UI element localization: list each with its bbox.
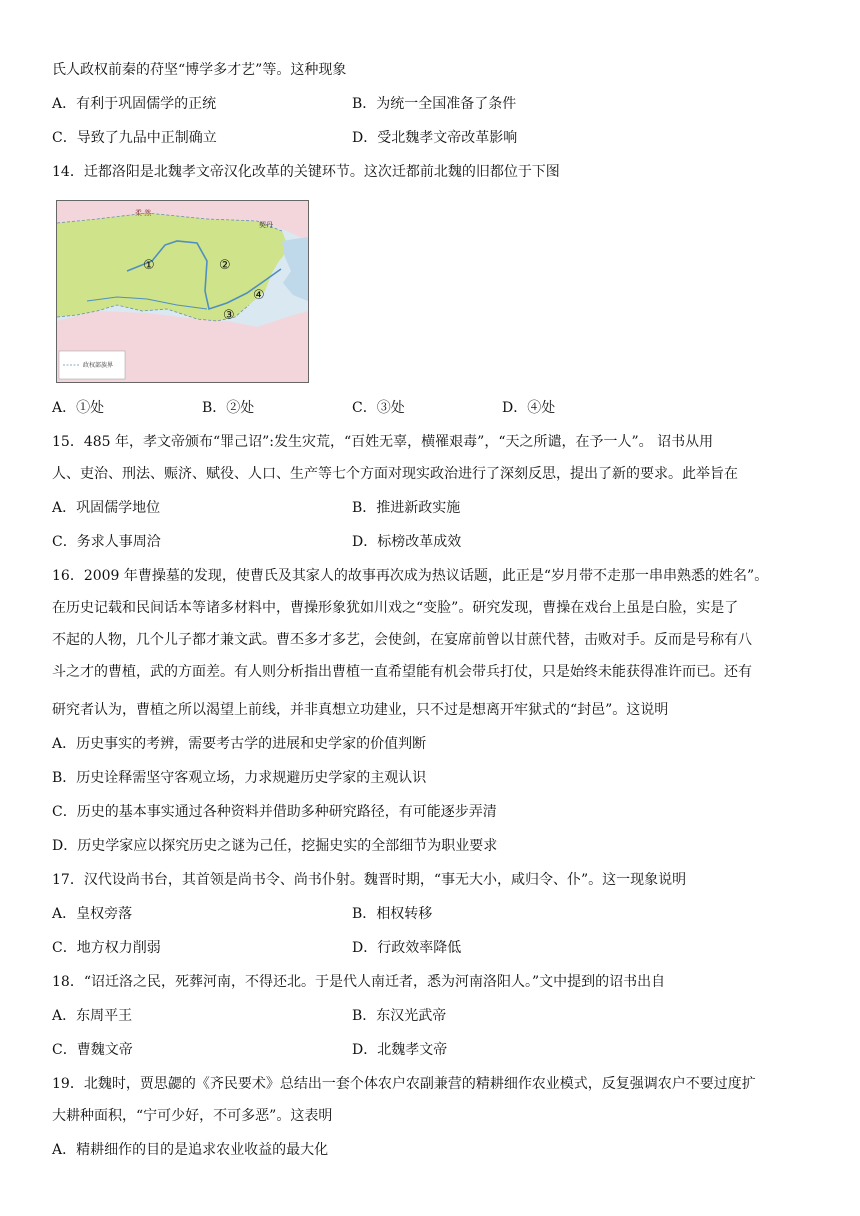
q18-option-d: D．北魏孝文帝 <box>352 1042 448 1058</box>
q16-stem-line4: 斗之才的曹植，武的方面差。有人则分析指出曹植一直希望能有机会带兵打仗，只是始终未能获得准许而已。还有 <box>52 664 752 680</box>
q13-option-a: A．有利于巩固儒学的正统 <box>52 96 217 112</box>
q16-option-b: B．历史诠释需坚守客观立场，力求规避历史学家的主观认识 <box>52 770 427 786</box>
q17-stem: 17．汉代设尚书台，其首领是尚书令、尚书仆射。魏晋时期，“事无大小，咸归令、仆”。这一现象说明 <box>52 872 687 888</box>
q16-stem-line1: 16．2009 年曹操墓的发现，使曹氏及其家人的故事再次成为热议话题，此正是“岁月带不走那一串串熟悉的姓名”。 <box>52 568 769 584</box>
q14-map <box>56 200 309 383</box>
q19-stem-line2: 大耕种面积，“宁可少好，不可多恶”。这表明 <box>52 1108 333 1124</box>
q18-stem: 18．“诏迁洛之民，死葬河南，不得还北。于是代人南迁者，悉为河南洛阳人。”文中提到的诏书出自 <box>52 974 666 990</box>
q14-option-b: B．②处 <box>202 400 255 416</box>
map-marker-1: ① <box>143 258 155 273</box>
q13-stem-tail: 氏人政权前秦的苻坚“博学多才艺”等。这种现象 <box>52 62 347 78</box>
map-marker-3: ③ <box>223 308 235 323</box>
q18-option-b: B．东汉光武帝 <box>352 1008 447 1024</box>
q16-stem-line2: 在历史记载和民间话本等诸多材料中，曹操形象犹如川戏之“变脸”。研究发现，曹操在戏台上虽是白脸，实是了 <box>52 600 739 616</box>
q17-option-c: C．地方权力削弱 <box>52 940 161 956</box>
q16-option-c: C．历史的基本事实通过各种资料并借助多种研究路径，有可能逐步弄清 <box>52 804 497 820</box>
northern-wei-map <box>57 201 308 382</box>
q16-stem-line3: 不起的人物，几个儿子都才兼文武。曹丕多才多艺，会使剑，在宴席前曾以甘蔗代替，击败对手。反而是号称有八 <box>52 632 752 648</box>
map-label-khitan: 契丹 <box>259 221 273 229</box>
q15-stem-line2: 人、吏治、刑法、赈济、赋役、人口、生产等七个方面对现实政治进行了深刻反思，提出了新的要求。此举旨在 <box>52 466 738 482</box>
q14-stem: 14．迁都洛阳是北魏孝文帝汉化改革的关键环节。这次迁都前北魏的旧都位于下图 <box>52 164 560 180</box>
q14-option-d: D．④处 <box>502 400 556 416</box>
map-label-rouran: 柔 然 <box>135 209 152 217</box>
q13-option-b: B．为统一全国准备了条件 <box>352 96 517 112</box>
q14-option-c: C．③处 <box>352 400 405 416</box>
q15-option-d: D．标榜改革成效 <box>352 534 462 550</box>
q15-option-b: B．推进新政实施 <box>352 500 461 516</box>
q18-option-a: A．东周平王 <box>52 1008 133 1024</box>
q19-stem-line1: 19．北魏时，贾思勰的《齐民要术》总结出一套个体农户农副兼营的精耕细作农业模式，反复强调农户不要过度扩 <box>52 1076 756 1092</box>
q17-option-d: D．行政效率降低 <box>352 940 462 956</box>
q13-option-d: D．受北魏孝文帝改革影响 <box>352 130 518 146</box>
q17-option-a: A．皇权旁落 <box>52 906 133 922</box>
map-marker-2: ② <box>219 258 231 273</box>
map-legend-text: 政权部族界 <box>83 362 114 369</box>
q16-option-a: A．历史事实的考辨，需要考古学的进展和史学家的价值判断 <box>52 736 427 752</box>
q19-option-a: A．精耕细作的目的是追求农业收益的最大化 <box>52 1142 329 1158</box>
q17-option-b: B．相权转移 <box>352 906 433 922</box>
q13-option-c: C．导致了九品中正制确立 <box>52 130 217 146</box>
q15-option-a: A．巩固儒学地位 <box>52 500 161 516</box>
q15-stem-line1: 15．485 年，孝文帝颁布“罪己诏”:发生灾荒，“百姓无辜，横罹艰毒”，“天之所谴，在予一人”。 诏书从用 <box>52 434 714 450</box>
q16-option-d: D．历史学家应以探究历史之谜为己任，挖掘史实的全部细节为职业要求 <box>52 838 498 854</box>
q15-option-c: C．务求人事周洽 <box>52 534 161 550</box>
q16-stem-line5: 研究者认为，曹植之所以渴望上前线，并非真想立功建业，只不过是想离开牢狱式的“封邑”。这说明 <box>52 702 669 718</box>
q18-option-c: C．曹魏文帝 <box>52 1042 133 1058</box>
map-marker-4: ④ <box>253 288 265 303</box>
q14-option-a: A．①处 <box>52 400 105 416</box>
